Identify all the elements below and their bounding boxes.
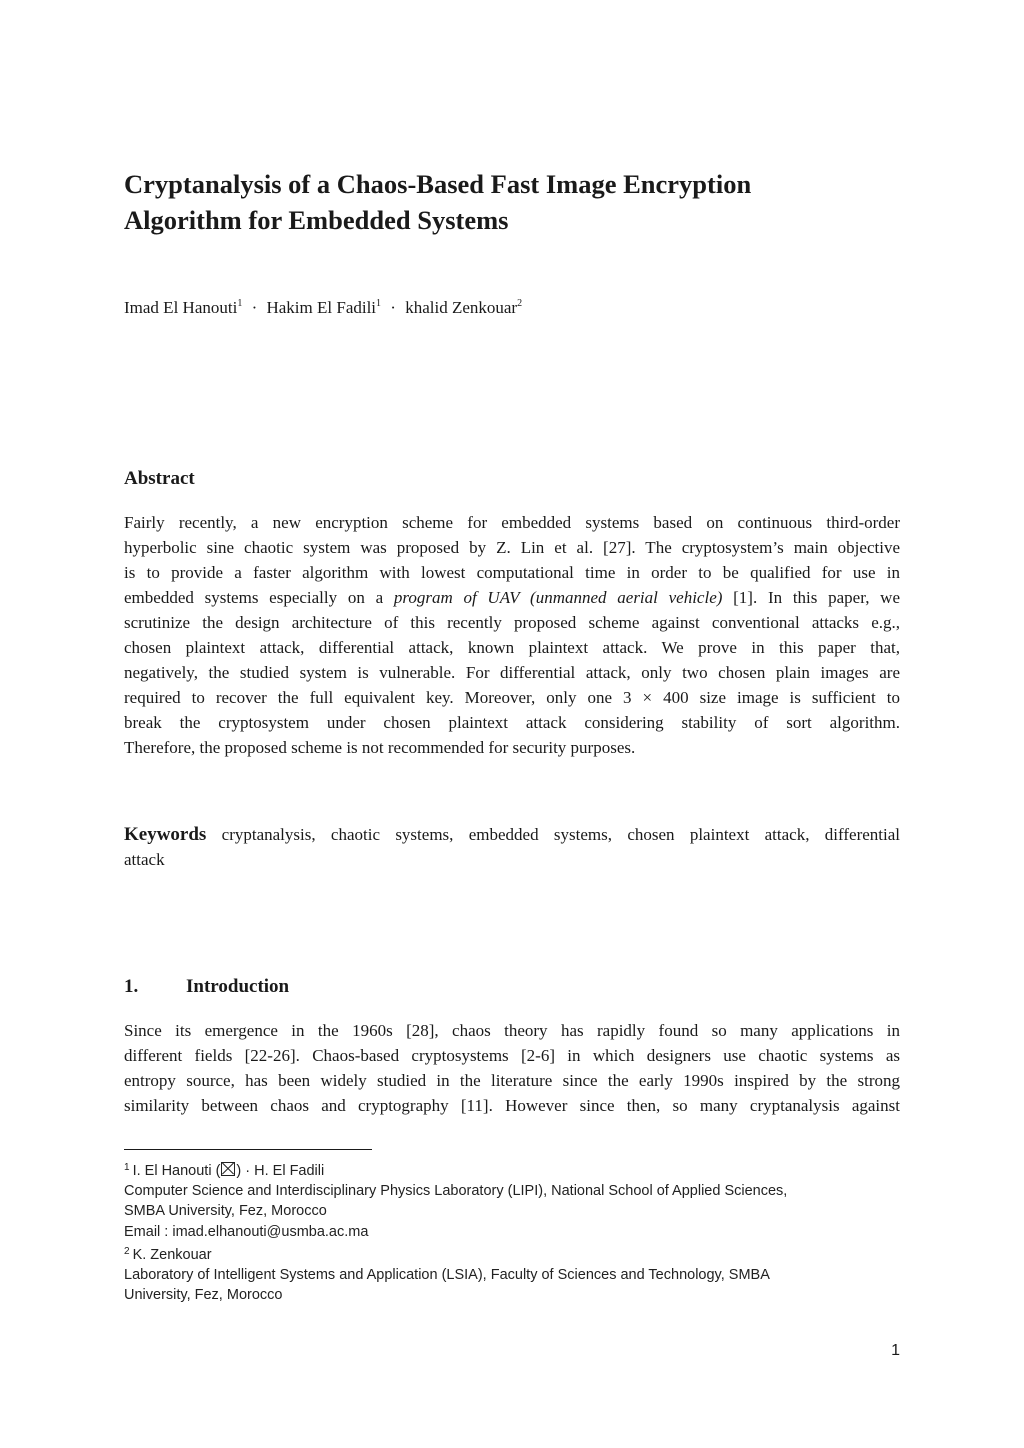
author-separator: · bbox=[251, 298, 258, 317]
footnote-1-authors bbox=[124, 1158, 904, 1181]
author-affiliation-mark: 1 bbox=[376, 298, 382, 309]
keywords-label: Keywords bbox=[124, 824, 207, 845]
section-title: Introduction bbox=[186, 976, 290, 997]
paper-title bbox=[124, 166, 904, 238]
intro-line: Since its emergence in the 1960s [28], chaos theory has rapidly found so many applications in bbox=[124, 1021, 900, 1040]
envelope-icon bbox=[221, 1162, 235, 1176]
footnote-2-affiliation: University, Fez, Morocco bbox=[124, 1287, 283, 1304]
keywords bbox=[124, 822, 900, 872]
footnote-marker: 2 bbox=[124, 1245, 130, 1257]
footnote-text: I. El Hanouti ( bbox=[132, 1163, 221, 1179]
section-number: 1. bbox=[124, 976, 139, 997]
footnote-2-author bbox=[124, 1242, 904, 1265]
author-name: khalid Zenkouar bbox=[405, 298, 518, 317]
footnote-text: ) · H. El Fadili bbox=[236, 1163, 325, 1179]
abstract-line-text: [1]. In this paper, we bbox=[722, 588, 900, 607]
abstract-line: is to provide a faster algorithm with lowest computational time in order to be qualified for use in bbox=[124, 563, 900, 582]
abstract-line: Fairly recently, a new encryption scheme for embedded systems based on continuous third-order bbox=[124, 513, 900, 532]
abstract-text bbox=[124, 510, 900, 760]
abstract-line: break the cryptosystem under chosen plaintext attack considering stability of sort algorithm. bbox=[124, 713, 900, 732]
abstract-heading: Abstract bbox=[124, 468, 195, 489]
footnote-1-affiliation: Computer Science and Interdisciplinary Physics Laboratory (LIPI), National School of Applied Sciences, bbox=[124, 1183, 788, 1200]
intro-line: different fields [22-26]. Chaos-based cryptosystems [2-6] in which designers use chaotic systems as bbox=[124, 1046, 900, 1065]
keywords-line bbox=[124, 822, 900, 847]
abstract-line-text: embedded systems especially on a bbox=[124, 588, 384, 607]
footnote-1-email: Email : imad.elhanouti@usmba.ac.ma bbox=[124, 1223, 369, 1240]
author-name: Imad El Hanouti bbox=[124, 298, 238, 317]
title-line-2: Algorithm for Embedded Systems bbox=[124, 205, 509, 235]
keywords-text: cryptanalysis, chaotic systems, embedded systems, chosen plaintext attack, differential bbox=[206, 825, 900, 844]
section-heading bbox=[124, 976, 289, 998]
abstract-line: negatively, the studied system is vulnerable. For differential attack, only two chosen plain images are bbox=[124, 663, 900, 682]
footnote-text: K. Zenkouar bbox=[132, 1246, 212, 1263]
footnote-2-affiliation: Laboratory of Intelligent Systems and Application (LSIA), Faculty of Sciences and Technology, SMBA bbox=[124, 1267, 770, 1284]
abstract-line bbox=[124, 585, 900, 610]
abstract-line: Therefore, the proposed scheme is not recommended for security purposes. bbox=[124, 738, 636, 757]
footnotes bbox=[124, 1158, 904, 1305]
intro-line: similarity between chaos and cryptography [11]. However since then, so many cryptanalysis against bbox=[124, 1096, 900, 1115]
author-separator: · bbox=[390, 298, 396, 317]
abstract-line: hyperbolic sine chaotic system was proposed by Z. Lin et al. [27]. The cryptosystem’s main objective bbox=[124, 538, 900, 557]
author-affiliation-mark: 1 bbox=[237, 298, 243, 309]
author-list bbox=[124, 298, 522, 318]
abstract-line: chosen plaintext attack, differential attack, known plaintext attack. We prove in this paper that, bbox=[124, 638, 900, 657]
abstract-italic-phrase: program of UAV (unmanned aerial vehicle) bbox=[393, 588, 723, 607]
footnote-marker: 1 bbox=[124, 1162, 130, 1173]
author-affiliation-mark: 2 bbox=[517, 298, 523, 309]
intro-line: entropy source, has been widely studied in the literature since the early 1990s inspired by the strong bbox=[124, 1071, 900, 1090]
abstract-line: required to recover the full equivalent key. Moreover, only one 3 × 400 size image is sufficient to bbox=[124, 688, 900, 707]
footnote-1-affiliation: SMBA University, Fez, Morocco bbox=[124, 1203, 327, 1220]
abstract-line: scrutinize the design architecture of this recently proposed scheme against conventional attacks e.g., bbox=[124, 613, 900, 632]
footnote-divider bbox=[124, 1149, 372, 1150]
title-line-1: Cryptanalysis of a Chaos-Based Fast Image Encryption bbox=[124, 169, 752, 199]
keywords-line: attack bbox=[124, 850, 165, 869]
author-name: Hakim El Fadili bbox=[266, 298, 377, 317]
page-number: 1 bbox=[891, 1342, 900, 1359]
introduction-text bbox=[124, 1018, 900, 1118]
